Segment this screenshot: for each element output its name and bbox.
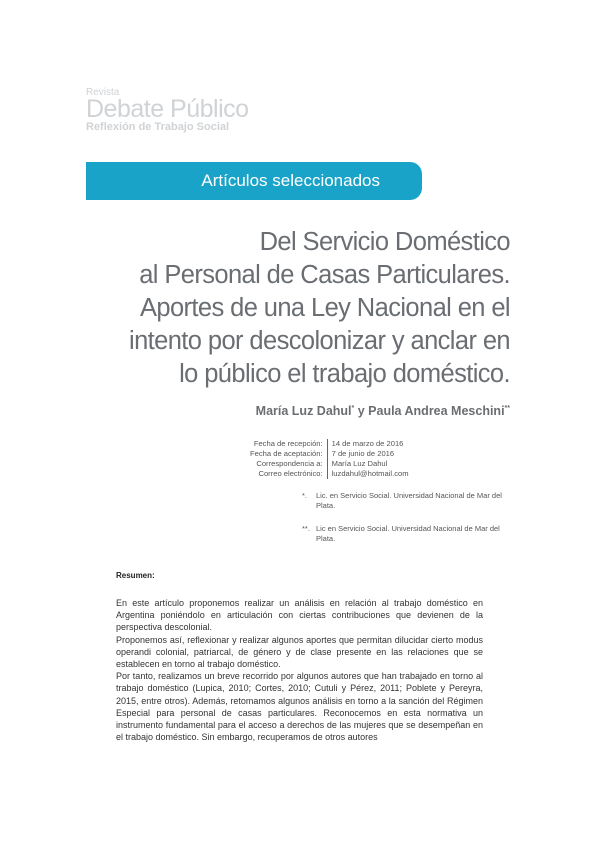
abstract-paragraph: Proponemos así, reflexionar y realizar algunos aportes que permitan dilucidar cierto modus operandi colonial, patriarcal, de género y de clase presente en las relaciones que se establecen en torno al trabajo doméstico. — [116, 634, 483, 670]
title-line: Del Servicio Doméstico — [259, 228, 510, 256]
journal-logo-line1: Revista — [86, 87, 120, 98]
metadata-row — [250, 459, 409, 469]
footnote-author-1 — [302, 491, 510, 511]
journal-logo-name: Debate Público — [86, 95, 249, 123]
footnote-mark: **. — [302, 524, 310, 533]
metadata-value: 14 de marzo de 2016 — [331, 439, 404, 448]
metadata-row — [250, 449, 409, 459]
article-title — [70, 226, 510, 391]
author-connector: y — [354, 404, 369, 418]
abstract-paragraph: Por tanto, realizamos un breve recorrido por algunos autores que han trabajado en torno al trabajo doméstico (Lupica, 2010; Cortes, 2010; Cutuli y Pérez, 2011; Poblete y Pereyra, 2015, entre otros). Además, retomamos algunos análisis en torno a la sanción del Régimen Especial para personal de casas particulares. Reconocemos en esta normativa un instrumento fundamental para el acceso a derechos de las mujeres que se desempeñan en el trabajo doméstico. Sin embargo, recuperamos de otros autores — [116, 671, 483, 743]
abstract-heading: Resumen: — [116, 571, 155, 580]
metadata-key: Fecha de recepción: — [250, 439, 327, 449]
section-banner — [86, 162, 422, 200]
author-line — [150, 404, 510, 418]
metadata-key: Correspondencia a: — [250, 459, 327, 469]
title-line: intento por descolonizar y anclar en — [129, 327, 510, 355]
metadata-key: Correo electrónico: — [250, 469, 327, 479]
metadata-value: 7 de junio de 2016 — [331, 449, 395, 458]
author-2-mark: ** — [504, 404, 510, 412]
footnote-text: Lic. en Servicio Social. Universidad Nacional de Mar del Plata. — [316, 491, 502, 510]
author-1-mark: * — [351, 404, 355, 412]
metadata-value[interactable]: luzdahul@hotmail.com — [331, 469, 409, 478]
title-line: lo público el trabajo doméstico. — [179, 360, 510, 388]
metadata-key: Fecha de aceptación: — [250, 449, 327, 459]
abstract-paragraph: En este artículo proponemos realizar un análisis en relación al trabajo doméstico en Argentina poniéndolo en articulación con ciertas contribuciones que devienen de la perspectiva descolonial. — [116, 598, 483, 633]
footnote-text: Lic en Servicio Social. Universidad Nacional de Mar del Plata. — [316, 524, 500, 543]
journal-logo — [86, 88, 249, 133]
abstract-body — [116, 597, 483, 743]
metadata-row — [250, 439, 409, 449]
footnote-mark: *. — [302, 491, 308, 500]
author-2: Paula Andrea Meschini — [368, 404, 505, 418]
section-label: Artículos seleccionados — [201, 171, 380, 190]
journal-logo-subtitle: Reflexión de Trabajo Social — [86, 121, 230, 133]
metadata-value: María Luz Dahul — [331, 459, 388, 468]
article-metadata — [250, 439, 409, 479]
title-line: al Personal de Casas Particulares. — [139, 261, 510, 289]
title-line: Aportes de una Ley Nacional en el — [139, 294, 510, 322]
author-1: María Luz Dahul — [255, 404, 352, 418]
footnote-author-2 — [302, 524, 510, 544]
metadata-row — [250, 469, 409, 479]
